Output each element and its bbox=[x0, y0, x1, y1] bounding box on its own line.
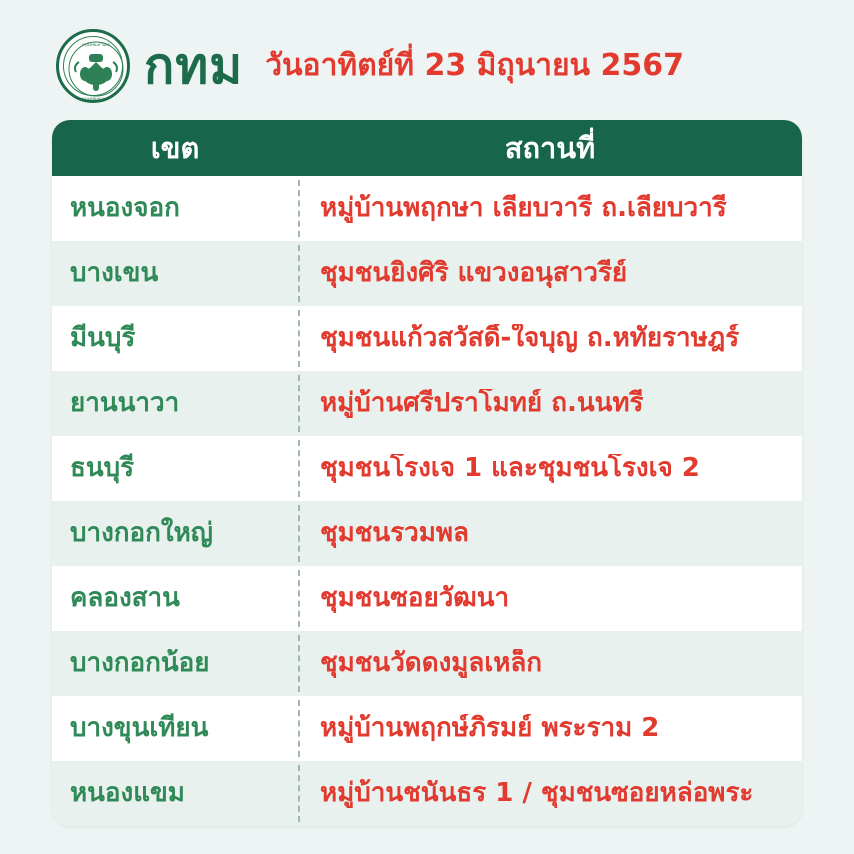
brand-title: กทม bbox=[144, 37, 244, 95]
column-divider bbox=[298, 180, 300, 237]
column-divider bbox=[298, 505, 300, 562]
cell-place: ชุมชนซอยวัฒนา bbox=[320, 584, 510, 613]
cell-district: หนองแขม bbox=[70, 778, 185, 809]
table-body bbox=[52, 176, 802, 826]
cell-district: บางขุนเทียน bbox=[70, 713, 209, 744]
column-divider bbox=[298, 765, 300, 822]
cell-district: มีนบุรี bbox=[70, 323, 136, 354]
svg-text:กรุงเทพมหานคร: กรุงเทพมหานคร bbox=[81, 42, 111, 47]
cell-place: หมู่บ้านชนันธร 1 / ชุมชนซอยหล่อพระ bbox=[320, 779, 754, 808]
cell-place: ชุมชนวัดดงมูลเหล็ก bbox=[320, 649, 543, 678]
table-row bbox=[52, 566, 802, 631]
column-divider bbox=[298, 570, 300, 627]
column-divider bbox=[298, 635, 300, 692]
schedule-table bbox=[52, 120, 802, 826]
cell-place: หมู่บ้านพฤกษ์ภิรมย์ พระราม 2 bbox=[320, 714, 660, 743]
column-divider bbox=[298, 700, 300, 757]
cell-place: ชุมชนยิ่งศิริ แขวงอนุสาวรีย์ bbox=[320, 259, 628, 288]
column-divider bbox=[298, 440, 300, 497]
cell-place: ชุมชนรวมพล bbox=[320, 519, 469, 548]
cell-district: ธนบุรี bbox=[70, 453, 135, 484]
cell-district: หนองจอก bbox=[70, 193, 180, 224]
column-header-place: สถานที่ bbox=[504, 130, 596, 165]
column-divider bbox=[298, 310, 300, 367]
cell-place: ชุมชนแก้วสวัสดิ์-ใจบุญ ถ.หทัยราษฎร์ bbox=[320, 324, 740, 353]
table-row bbox=[52, 371, 802, 436]
bangkok-seal-icon bbox=[56, 29, 130, 103]
table-row bbox=[52, 176, 802, 241]
cell-district: คลองสาน bbox=[70, 583, 180, 614]
table-row bbox=[52, 631, 802, 696]
table-row bbox=[52, 696, 802, 761]
column-divider bbox=[298, 375, 300, 432]
date-label: วันอาทิตย์ที่ 23 มิถุนายน 2567 bbox=[265, 48, 684, 83]
column-divider bbox=[298, 245, 300, 302]
table-row bbox=[52, 501, 802, 566]
cell-district: ยานนาวา bbox=[70, 388, 180, 419]
cell-district: บางเขน bbox=[70, 258, 159, 289]
header bbox=[0, 0, 854, 120]
table-row bbox=[52, 436, 802, 501]
column-header-district: เขต bbox=[150, 130, 200, 165]
cell-district: บางกอกใหญ่ bbox=[70, 518, 213, 549]
table-header-row bbox=[52, 120, 802, 176]
table-row bbox=[52, 761, 802, 826]
cell-place: หมู่บ้านศรีปราโมทย์ ถ.นนทรี bbox=[320, 389, 644, 418]
cell-district: บางกอกน้อย bbox=[70, 648, 210, 679]
cell-place: หมู่บ้านพฤกษา เลียบวารี ถ.เลียบวารี bbox=[320, 194, 727, 223]
svg-text:กรุงเทพมหานคร: กรุงเทพมหานคร bbox=[81, 96, 111, 101]
table-row bbox=[52, 306, 802, 371]
cell-place: ชุมชนโรงเจ 1 และชุมชนโรงเจ 2 bbox=[320, 454, 700, 483]
table-row bbox=[52, 241, 802, 306]
